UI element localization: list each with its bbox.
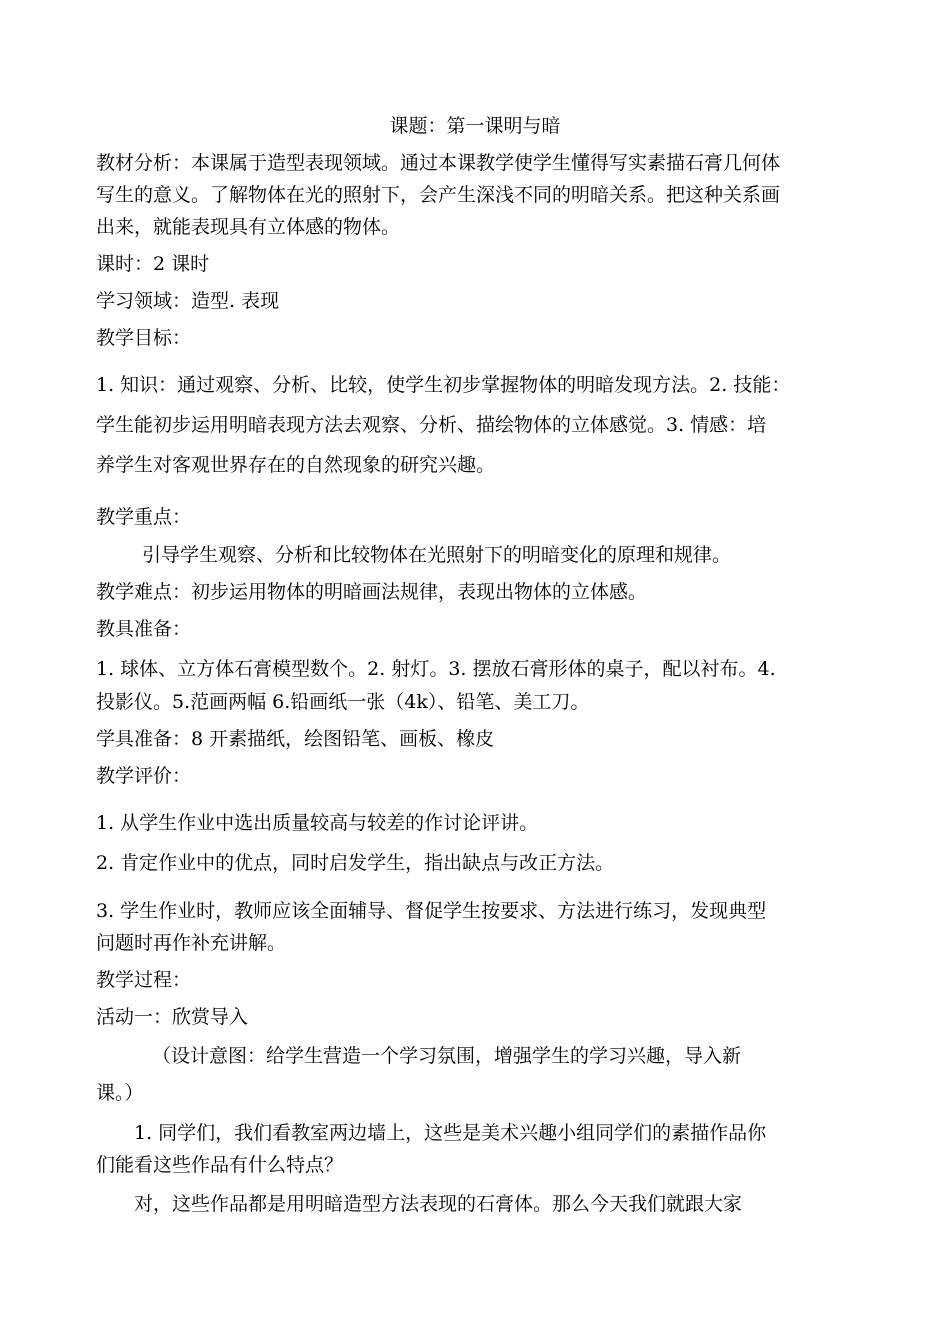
section-heading: 教学评价： bbox=[96, 765, 192, 787]
paragraph-line: 写生的意义。了解物体在光的照射下，会产生深浅不同的明暗关系。把这种关系画 bbox=[96, 184, 781, 206]
section-heading: 教具准备： bbox=[96, 618, 192, 640]
paragraph-line: 教学难点：初步运用物体的明暗画法规律，表现出物体的立体感。 bbox=[96, 581, 648, 603]
list-item: 3. 学生作业时，教师应该全面辅导、督促学生按要求、方法进行练习，发现典型 bbox=[96, 900, 767, 922]
paragraph-line: 1. 知识：通过观察、分析、比较，使学生初步掌握物体的明暗发现方法。2. 技能： bbox=[96, 374, 791, 396]
paragraph-line: 问题时再作补充讲解。 bbox=[96, 932, 287, 954]
paragraph-line: 课。） bbox=[96, 1082, 144, 1104]
paragraph-line: 1. 球体、立方体石膏模型数个。2. 射灯。3. 摆放石膏形体的桌子，配以衬布。4. bbox=[96, 658, 776, 680]
paragraph-line: 们能看这些作品有什么特点？ bbox=[96, 1154, 344, 1176]
paragraph-line: 对，这些作品都是用明暗造型方法表现的石膏体。那么今天我们就跟大家 bbox=[134, 1193, 743, 1215]
list-item: 1. 同学们，我们看教室两边墙上，这些是美术兴趣小组同学们的素描作品你 bbox=[134, 1122, 767, 1144]
paragraph-line: 养学生对客观世界存在的自然现象的研究兴趣。 bbox=[96, 454, 496, 476]
paragraph-line: 教材分析：本课属于造型表现领域。通过本课教学使学生懂得写实素描石膏几何体 bbox=[96, 152, 781, 174]
paragraph-line: 课时：2 课时 bbox=[96, 253, 210, 275]
paragraph-line: （设计意图：给学生营造一个学习氛围，增强学生的学习兴趣，导入新 bbox=[152, 1045, 742, 1067]
paragraph-line: 引导学生观察、分析和比较物体在光照射下的明暗变化的原理和规律。 bbox=[142, 544, 732, 566]
paragraph-line: 出来，就能表现具有立体感的物体。 bbox=[96, 216, 401, 238]
paragraph-line: 学习领域：造型. 表现 bbox=[96, 290, 280, 312]
paragraph-line: 学生能初步运用明暗表现方法去观察、分析、描绘物体的立体感觉。3. 情感：培 bbox=[96, 414, 767, 436]
document-title: 课题：第一课明与暗 bbox=[389, 115, 561, 137]
section-heading: 教学过程： bbox=[96, 969, 192, 991]
section-heading: 教学目标： bbox=[96, 327, 192, 349]
section-heading: 教学重点： bbox=[96, 506, 192, 528]
paragraph-line: 学具准备：8 开素描纸，绘图铅笔、画板、橡皮 bbox=[96, 728, 495, 750]
paragraph-line: 活动一：欣赏导入 bbox=[96, 1006, 249, 1028]
paragraph-line: 投影仪。5.范画两幅 6.铅画纸一张（4k）、铅笔、美工刀。 bbox=[96, 691, 590, 713]
list-item: 1. 从学生作业中选出质量较高与较差的作讨论评讲。 bbox=[96, 812, 539, 834]
list-item: 2. 肯定作业中的优点，同时启发学生，指出缺点与改正方法。 bbox=[96, 852, 615, 874]
